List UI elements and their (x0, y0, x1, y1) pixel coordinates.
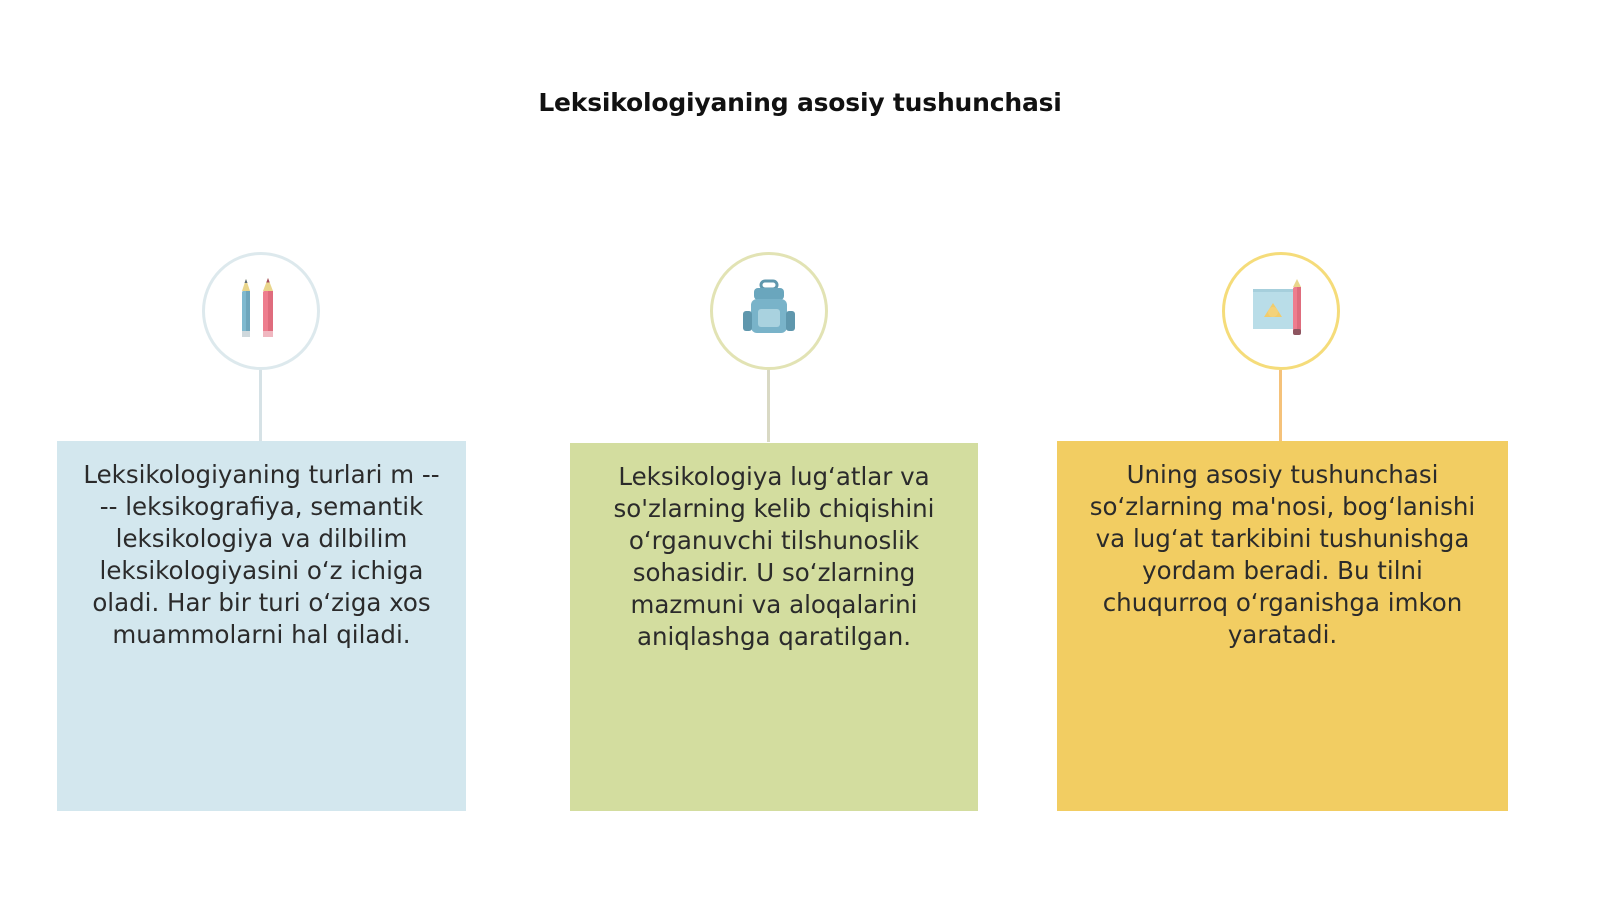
card-3-text: Uning asosiy tushunchasi so‘zlarning ma'nosi, bog‘lanishi va lug‘at tarkibini tushunishga yordam beradi. Bu tilni chuqurroq o‘rganishga imkon yaratadi. (1089, 460, 1476, 649)
card-2-text: Leksikologiya lug‘atlar va so'zlarning kelib chiqishini o‘rganuvchi tilshunoslik sohasidir. U so‘zlarning mazmuni va aloqalarini aniqlashga qaratilgan. (613, 462, 935, 651)
card-2-icon-circle (710, 252, 828, 370)
backpack-icon (739, 279, 799, 344)
card-3 (1057, 441, 1508, 811)
drawing-board-icon (1249, 279, 1313, 344)
card-3-icon-circle (1222, 252, 1340, 370)
card-1-icon-circle (202, 252, 320, 370)
pencils-icon (233, 277, 289, 346)
card-2-connector (767, 370, 770, 442)
card-2 (570, 443, 978, 811)
card-1-connector (259, 370, 262, 442)
card-1 (57, 441, 466, 811)
slide-title: Leksikologiyaning asosiy tushunchasi (538, 88, 1062, 117)
card-1-text: Leksikologiyaning turlari m ---- leksikografiya, semantik leksikologiya va dilbilim leksikologiyasini o‘z ichiga oladi. Har bir turi o‘ziga xos muammolarni hal qiladi. (83, 460, 440, 649)
card-3-connector (1279, 370, 1282, 442)
